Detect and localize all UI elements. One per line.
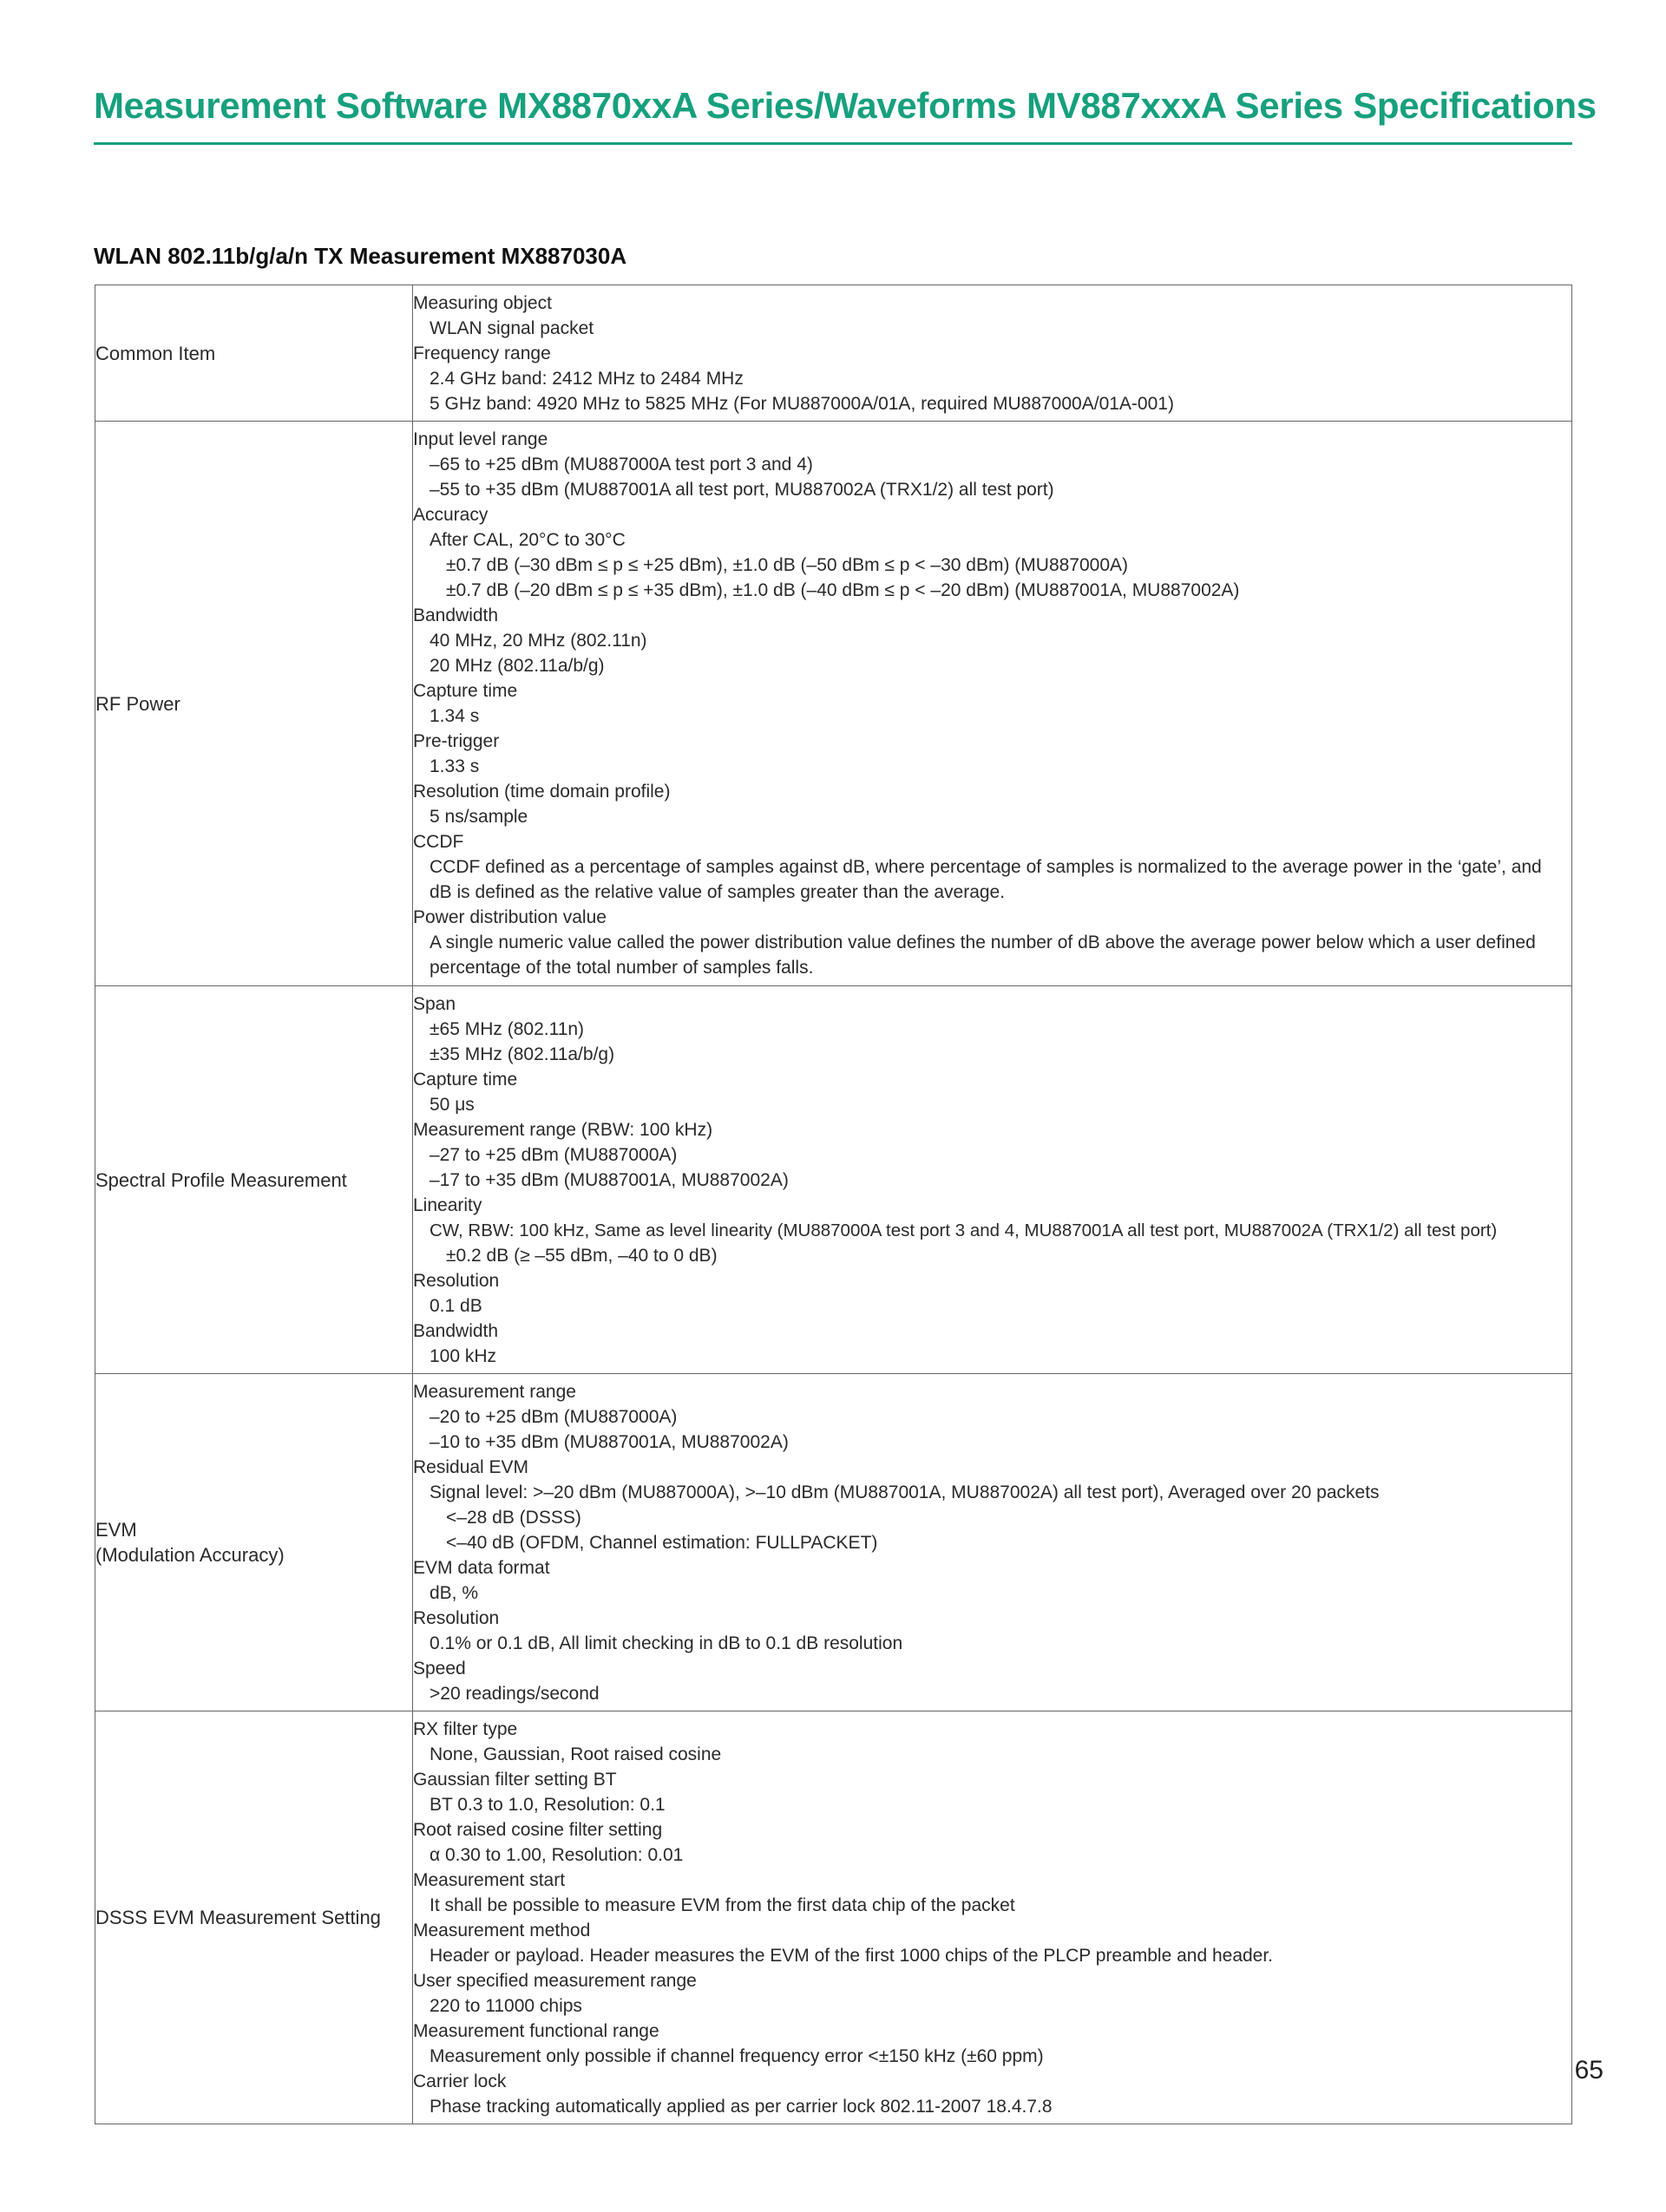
spec-value: WLAN signal packet: [430, 317, 594, 338]
spec-value: Signal level: >–20 dBm (MU887000A), >–10 dBm (MU887001A, MU887002A) all test port), Averaged over 20 packets: [430, 1482, 1380, 1502]
spec-table: [95, 285, 1572, 2124]
spec-heading: Measurement start: [413, 1869, 566, 1890]
spec-heading: Resolution: [413, 1270, 500, 1291]
spec-heading: Measurement method: [413, 1920, 591, 1940]
spec-value: A single numeric value called the power distribution value defines the number of dB above the average power below which a user defined percentage of the total number of samples falls.: [430, 933, 1536, 978]
spec-heading: Linearity: [413, 1194, 482, 1215]
spec-value: CW, RBW: 100 kHz, Same as level linearity (MU887000A test port 3 and 4, MU887001A all test port, MU887002A (TRX1/2) all test port): [430, 1220, 1498, 1240]
spec-value: 5 ns/sample: [430, 807, 528, 827]
spec-subvalue: ±0.7 dB (–30 dBm ≤ p ≤ +25 dBm), ±1.0 dB (–50 dBm ≤ p < –30 dBm) (MU887000A): [446, 555, 1129, 575]
spec-heading: User specified measurement range: [413, 1970, 697, 1991]
table-row-evm: [95, 1374, 1572, 1711]
spec-heading: EVM data format: [413, 1557, 550, 1578]
row-label: [95, 285, 413, 422]
spec-heading: Capture time: [413, 681, 518, 701]
page-title: Measurement Software MX8870xxA Series/Waveforms MV887xxxA Series Specifications: [94, 85, 1597, 126]
row-label-text: DSSS EVM Measurement Setting: [95, 1907, 381, 1928]
spec-value: >20 readings/second: [430, 1683, 600, 1704]
row-label: [95, 1374, 413, 1711]
spec-heading: Frequency range: [413, 343, 551, 363]
spec-value: α 0.30 to 1.00, Resolution: 0.01: [430, 1844, 684, 1865]
spec-value: –10 to +35 dBm (MU887001A, MU887002A): [430, 1431, 789, 1452]
row-label: [95, 422, 413, 986]
spec-value: 5 GHz band: 4920 MHz to 5825 MHz (For MU887000A/01A, required MU887000A/01A-001): [430, 393, 1174, 414]
table-row-rf-power: [95, 422, 1572, 986]
spec-heading: Measuring object: [413, 292, 552, 313]
spec-heading: Capture time: [413, 1069, 518, 1090]
spec-heading: Measurement range: [413, 1381, 576, 1402]
spec-heading: Input level range: [413, 429, 548, 449]
spec-value: 0.1% or 0.1 dB, All limit checking in dB to 0.1 dB resolution: [430, 1633, 903, 1653]
spec-value: dB, %: [430, 1582, 479, 1603]
table-row-spectral-profile: [95, 986, 1572, 1374]
spec-heading: RX filter type: [413, 1718, 518, 1739]
row-label-text: (Modulation Accuracy): [95, 1544, 285, 1566]
spec-heading: Residual EVM: [413, 1456, 529, 1477]
row-label-text: Spectral Profile Measurement: [95, 1168, 347, 1191]
title-divider: [94, 142, 1572, 145]
spec-value: ±35 MHz (802.11a/b/g): [430, 1044, 615, 1064]
spec-value: BT 0.3 to 1.0, Resolution: 0.1: [430, 1794, 666, 1815]
spec-value: It shall be possible to measure EVM from the first data chip of the packet: [430, 1895, 1015, 1915]
spec-subvalue: ±0.2 dB (≥ –55 dBm, –40 to 0 dB): [446, 1245, 718, 1266]
spec-value: –17 to +35 dBm (MU887001A, MU887002A): [430, 1169, 789, 1190]
spec-heading: Measurement range (RBW: 100 kHz): [413, 1119, 713, 1140]
spec-heading: Pre-trigger: [413, 731, 500, 751]
spec-heading: Carrier lock: [413, 2071, 507, 2091]
spec-value: 50 μs: [430, 1094, 475, 1115]
row-content: [413, 285, 1572, 422]
row-label: [95, 986, 413, 1374]
table-row-common-item: [95, 285, 1572, 422]
spec-value: Measurement only possible if channel frequency error <±150 kHz (±60 ppm): [430, 2045, 1044, 2066]
spec-subvalue: <–28 dB (DSSS): [446, 1507, 581, 1528]
spec-heading: Root raised cosine filter setting: [413, 1819, 663, 1840]
row-label: [95, 1711, 413, 2124]
table-row-dsss-evm-setting: [95, 1711, 1572, 2124]
row-content: [413, 986, 1572, 1374]
spec-value: –65 to +25 dBm (MU887000A test port 3 and 4): [430, 455, 813, 474]
spec-heading: Accuracy: [413, 505, 489, 525]
row-label-text: RF Power: [95, 692, 180, 715]
row-label-text: Common Item: [95, 342, 216, 364]
spec-value: Header or payload. Header measures the EVM of the first 1000 chips of the PLCP preamble and header.: [430, 1945, 1274, 1966]
spec-heading: Power distribution value: [413, 907, 607, 927]
row-content: [413, 1374, 1572, 1711]
spec-value: 20 MHz (802.11a/b/g): [430, 656, 605, 676]
spec-value: 0.1 dB: [430, 1295, 482, 1316]
section-title: WLAN 802.11b/g/a/n TX Measurement MX887030A: [94, 243, 627, 269]
spec-heading: Bandwidth: [413, 605, 499, 625]
spec-value: 40 MHz, 20 MHz (802.11n): [430, 631, 647, 651]
spec-value: 100 kHz: [430, 1345, 497, 1366]
spec-heading: Resolution (time domain profile): [413, 782, 671, 802]
spec-heading: Gaussian filter setting BT: [413, 1769, 617, 1790]
spec-value: After CAL, 20°C to 30°C: [430, 530, 626, 550]
spec-value: 1.34 s: [430, 706, 480, 726]
spec-heading: Span: [413, 993, 456, 1014]
spec-heading: CCDF: [413, 832, 464, 852]
spec-value: CCDF defined as a percentage of samples against dB, where percentage of samples is normalized to the average power in the ‘gate’, and dB is defined as the relative value of samples greater than the average.: [430, 857, 1542, 902]
spec-value: None, Gaussian, Root raised cosine: [430, 1744, 722, 1764]
spec-subvalue: ±0.7 dB (–20 dBm ≤ p ≤ +35 dBm), ±1.0 dB (–40 dBm ≤ p < –20 dBm) (MU887001A, MU887002A): [446, 580, 1240, 600]
row-label-text: EVM: [95, 1519, 137, 1541]
spec-value: 220 to 11000 chips: [430, 1995, 582, 2016]
spec-subvalue: <–40 dB (OFDM, Channel estimation: FULLPACKET): [446, 1532, 878, 1553]
spec-value: 2.4 GHz band: 2412 MHz to 2484 MHz: [430, 368, 744, 389]
spec-value: 1.33 s: [430, 756, 480, 776]
spec-value: ±65 MHz (802.11n): [430, 1018, 585, 1039]
spec-value: –20 to +25 dBm (MU887000A): [430, 1406, 678, 1427]
spec-heading: Speed: [413, 1658, 466, 1679]
spec-value: –27 to +25 dBm (MU887000A): [430, 1144, 678, 1165]
spec-heading: Measurement functional range: [413, 2020, 659, 2041]
spec-heading: Bandwidth: [413, 1320, 499, 1341]
row-content: [413, 422, 1572, 986]
spec-value: –55 to +35 dBm (MU887001A all test port, MU887002A (TRX1/2) all test port): [430, 480, 1054, 500]
spec-heading: Resolution: [413, 1607, 500, 1628]
spec-value: Phase tracking automatically applied as per carrier lock 802.11-2007 18.4.7.8: [430, 2096, 1053, 2117]
page-number: 65: [1574, 2056, 1604, 2084]
row-content: [413, 1711, 1572, 2124]
